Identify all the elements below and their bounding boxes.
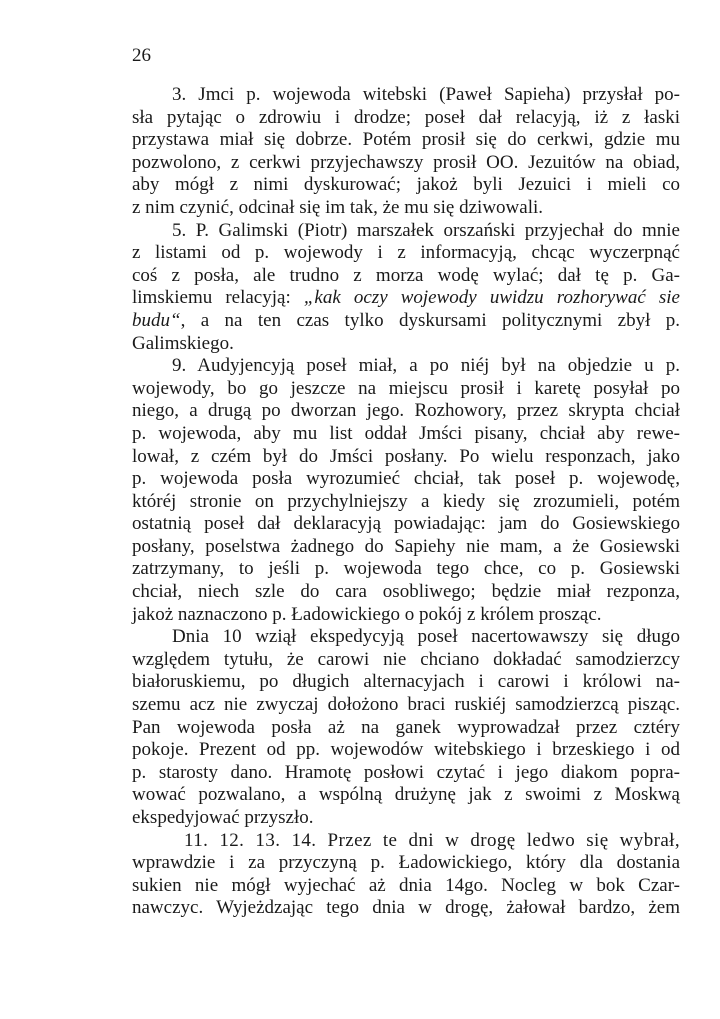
text-line: sukien nie mógł wyjechać aż dnia 14go. Nocleg w bok Czar- [132, 874, 680, 896]
text-line: Galimskiego. [132, 332, 234, 354]
text-line: sła pytając o zdrowiu i drodze; poseł dał relacyją, iż z łaski [132, 106, 680, 128]
text-line: ekspedyjować przyszło. [132, 807, 314, 828]
text-line: nawczyc. Wyjeżdzając tego dnia w drogę, żałował bardzo, żem [132, 897, 680, 919]
text-line: lował, z czém był do Jmści posłany. Po wielu responzach, jako [132, 445, 680, 467]
text-line: wprawdzie i za przyczyną p. Ładowickiego, który dla dostania [132, 852, 680, 874]
text-line: limskiemu relacyją: „kak oczy wojewody uwidzu rozhorywać sie [132, 287, 680, 309]
text-line: wojewody, bo go jeszcze na miejscu prosił i karetę posyłał po [132, 377, 680, 399]
text-line: przystawa miał się dobrze. Potém prosił się do cerkwi, gdzie mu [132, 129, 680, 151]
text-line: wować pozwalano, a wspólną drużynę jak z swoimi z Moskwą [132, 784, 680, 806]
text-line: Pan wojewoda posła aż na ganek wyprowadzał przez cztéry [132, 716, 680, 738]
text-line: pozwolono, z cerkwi przyjechawszy prosił OO. Jezuitów na obiad, [132, 151, 680, 173]
text-line: białoruskiemu, po długich alternacyjach i carowi i królowi na- [132, 671, 680, 693]
text-line: z listami od p. wojewody i z informacyją, chcąc wyczerpnąć [132, 242, 680, 264]
page-number: 26 [132, 45, 151, 66]
text-line: posłany, poselstwa żadnego do Sapiehy nie mam, a że Gosiewski [132, 535, 680, 557]
text-line: budu“, a na ten czas tylko dyskursami politycznymi zbył p. [132, 309, 680, 331]
text-line: p. starosty dano. Hramotę posłowi czytać i jego diakom popra- [132, 761, 680, 783]
text-line: coś z posła, ale trudno z morza wodę wylać; dał tę p. Ga- [132, 264, 680, 286]
text-line: pokoje. Prezent od pp. wojewodów witebskiego i brzeskiego i od [132, 739, 680, 761]
text-line: 9. Audyjencyją poseł miał, a po niéj był na objedzie u p. [172, 355, 680, 377]
text-line: Dnia 10 wziął ekspedycyją poseł nacertowawszy się długo [172, 626, 680, 648]
text-line: szemu acz nie zwyczaj dołożono braci ruskiéj samodzierzcą pisząc. [132, 694, 680, 716]
text-line: któréj stronie on przychylniejszy a kiedy się zrozumieli, potém [132, 490, 680, 512]
text-line: ostatnią poseł dał deklaracyją powiadając: jam do Gosiewskiego [132, 513, 680, 535]
text-line: aby mógł z nimi dyskurować; jakoż byli Jezuici i mieli co [132, 174, 680, 196]
text-line: 3. Jmci p. wojewoda witebski (Paweł Sapieha) przysłał po- [172, 84, 680, 105]
text-line: 11. 12. 13. 14. Przez te dni w drogę ledwo się wybrał, [184, 829, 680, 851]
text-line: p. wojewoda, aby mu list oddał Jmści pisany, chciał aby rewe- [132, 422, 680, 444]
text-line: p. wojewoda posła wyrozumieć chciał, tak poseł p. wojewodę, [132, 468, 680, 490]
text-line: 5. P. Galimski (Piotr) marszałek orszański przyjechał do mnie [172, 219, 680, 241]
text-line: względem tytułu, że carowi nie chciano dokładać samodzierzcy [132, 648, 680, 670]
text-line: zatrzymany, to jeśli p. wojewoda tego chce, co p. Gosiewski [132, 558, 680, 580]
italic-quote: „kak oczy wojewody uwidzu rozhorywać sie [303, 287, 680, 309]
text-line: chciał, niech szle do cara osobliwego; będzie miał rezponza, [132, 581, 680, 603]
document-text [132, 84, 680, 920]
text-line: z nim czynić, odcinał się im tak, że mu się dziwowali. [132, 196, 544, 218]
italic-quote: budu“ [132, 309, 181, 331]
text-line: jakoż naznaczono p. Ładowickiego o pokój z królem prosząc. [132, 603, 602, 625]
text-line: niego, a drugą po dworzan jego. Rozhowory, przez skrypta chciał [132, 400, 680, 422]
